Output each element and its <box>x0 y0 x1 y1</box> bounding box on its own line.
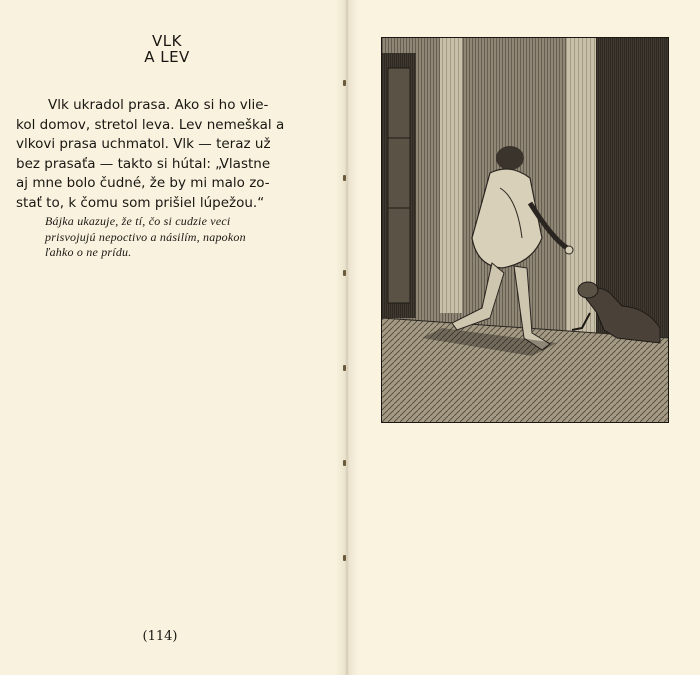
fable-title-line2: A LEV <box>144 48 190 66</box>
binding-stitch <box>343 460 346 466</box>
moral-line: ľahko o ne prídu. <box>45 245 132 260</box>
book-gutter <box>336 0 358 675</box>
binding-stitch <box>343 270 346 276</box>
binding-stitch <box>343 80 346 86</box>
binding-stitch <box>343 555 346 561</box>
fable-title-line1: VLK <box>152 32 182 50</box>
moral-line: Bájka ukazuje, že tí, čo si cudzie veci <box>45 214 231 228</box>
fable-body <box>16 96 308 214</box>
body-line: Vlk ukradol prasa. Ako si ho vlie- <box>48 97 269 113</box>
left-page <box>0 0 347 675</box>
body-line: stať to, k čomu som prišiel lúpežou.“ <box>16 194 265 211</box>
fable-moral <box>45 214 307 261</box>
body-line: bez prasaťa — takto si hútal: „Vlastne <box>16 155 271 172</box>
body-line: kol domov, stretol leva. Lev nemeškal a <box>16 116 285 133</box>
engraving-illustration <box>381 37 669 423</box>
body-line: vlkovi prasa uchmatol. Vlk — teraz už <box>16 136 271 153</box>
engraving-man-with-dog-icon <box>382 38 668 422</box>
binding-stitch <box>343 365 346 371</box>
moral-line: prisvojujú nepoctivo a násilím, napokon <box>45 229 246 244</box>
page-number: (114) <box>142 629 178 644</box>
body-line: aj mne bolo čudné, že by mi malo zo- <box>16 175 270 192</box>
binding-stitch <box>343 175 346 181</box>
